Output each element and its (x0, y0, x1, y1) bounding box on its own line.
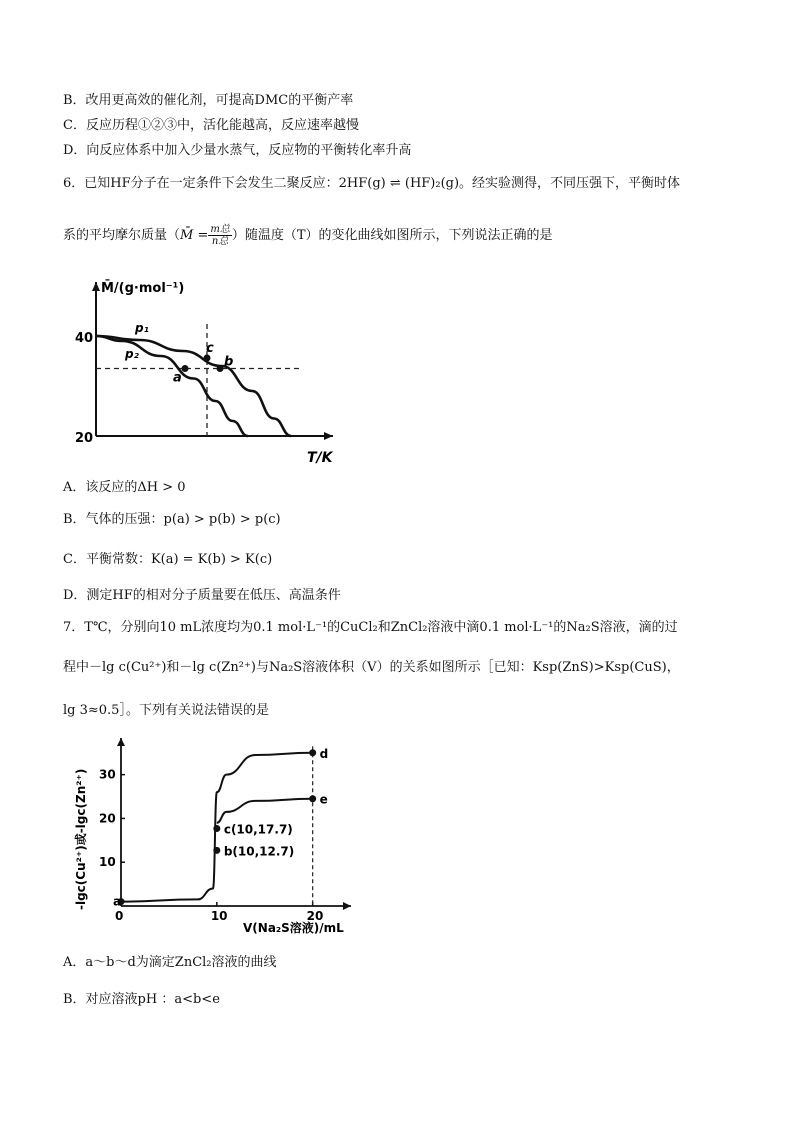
q7-stem-line2: 程中－lg c(Cu²⁺)和－lg c(Zn²⁺)与Na₂S溶液体积（V）的关系如图所示［已知：Ksp(ZnS)>Ksp(CuS)， (63, 660, 680, 675)
chart1-point-label-b: b (224, 354, 234, 370)
q7-option-b: B．对应溶液pH ：a<b<e (63, 992, 220, 1007)
q6-option-a: A．该反应的ΔH > 0 (63, 480, 186, 495)
q6-stem-line1: 6．已知HF分子在一定条件下会发生二聚反应：2HF(g) ⇌ (HF)₂(g)。经实验测得，不同压强下，平衡时体 (63, 176, 681, 191)
chart1-point-a (182, 365, 189, 372)
chart1-ytick-40: 40 (75, 331, 94, 346)
q6-option-c: C．平衡常数：K(a) = K(b) > K(c) (63, 552, 273, 567)
chart2-point-label-c: c(10,17.7) (223, 822, 293, 837)
chart2-xtick-20: 20 (306, 909, 324, 923)
chart2-point-label-e: e (319, 792, 328, 807)
q5-option-d: D．向反应体系中加入少量水蒸气，反应物的平衡转化率升高 (63, 143, 412, 158)
q7-stem-line3: lg 3≈0.5］。下列有关说法错误的是 (63, 703, 269, 718)
chart2-point-c (213, 825, 220, 832)
chart2-point-d (309, 749, 316, 756)
chart2-point-label-d: d (319, 746, 329, 761)
chart2-point-e (309, 795, 316, 802)
chart2-x-axis-label: V(Na₂S溶液)/mL (243, 921, 344, 935)
mean-molar-mass-formula: M̄ = $\frac{\text{m总}}{\text{n总}}$ (180, 224, 230, 247)
q7-stem-line1: 7．T℃，分别向10 mL浓度均为0.1 mol·L⁻¹的CuCl₂和ZnCl₂溶液中滴0.1 mol·L⁻¹的Na₂S溶液，滴的过 (63, 620, 678, 635)
q7-option-a: A．a～b～d为滴定ZnCl₂溶液的曲线 (63, 955, 277, 970)
chart1-ytick-20: 20 (75, 431, 94, 446)
q6-stem-line2: 系的平均摩尔质量（M̄ = $\frac{\text{m总}}{\text{n总}}$ ）随温度（T）的变化曲线如图所示，下列说法正确的是 (63, 224, 553, 247)
chart1-series-label-p2: p₂ (125, 347, 139, 361)
chart2-ytick-20: 20 (99, 811, 116, 826)
q5-option-b: B．改用更高效的催化剂，可提高DMC的平衡产率 (63, 93, 354, 108)
chart2-ytick-10: 10 (99, 855, 116, 870)
chart2-ytick-30: 30 (99, 767, 116, 782)
chart1-point-label-c: c (206, 341, 214, 356)
titration-curve-chart (63, 730, 363, 940)
chart2-xtick-10: 10 (210, 909, 228, 923)
q6-option-b: B．气体的压强：p(a) > p(b) > p(c) (63, 512, 281, 527)
chart2-y-axis-label: -lgc(Cu²⁺)或-lgc(Zn²⁺) (74, 768, 88, 910)
chart1-x-axis-label: T/K (307, 450, 333, 466)
chart2-point-label-b: b(10,12.7) (223, 844, 295, 859)
chart2-xtick-0: 0 (115, 909, 124, 923)
chart2-point-label-a: a (113, 894, 122, 909)
chart1-series-label-p1: p₁ (135, 321, 149, 335)
molar-mass-temperature-chart (63, 270, 363, 470)
chart1-point-label-a: a (173, 370, 182, 386)
chart1-y-axis-label: M̄/(g·mol⁻¹) (101, 281, 185, 296)
q6-option-d: D．测定HF的相对分子质量要在低压、高温条件 (63, 588, 341, 603)
chart2-point-b (213, 847, 220, 854)
chart1-point-b (217, 365, 224, 372)
q5-option-c: C．反应历程①②③中，活化能越高，反应速率越慢 (63, 118, 359, 133)
